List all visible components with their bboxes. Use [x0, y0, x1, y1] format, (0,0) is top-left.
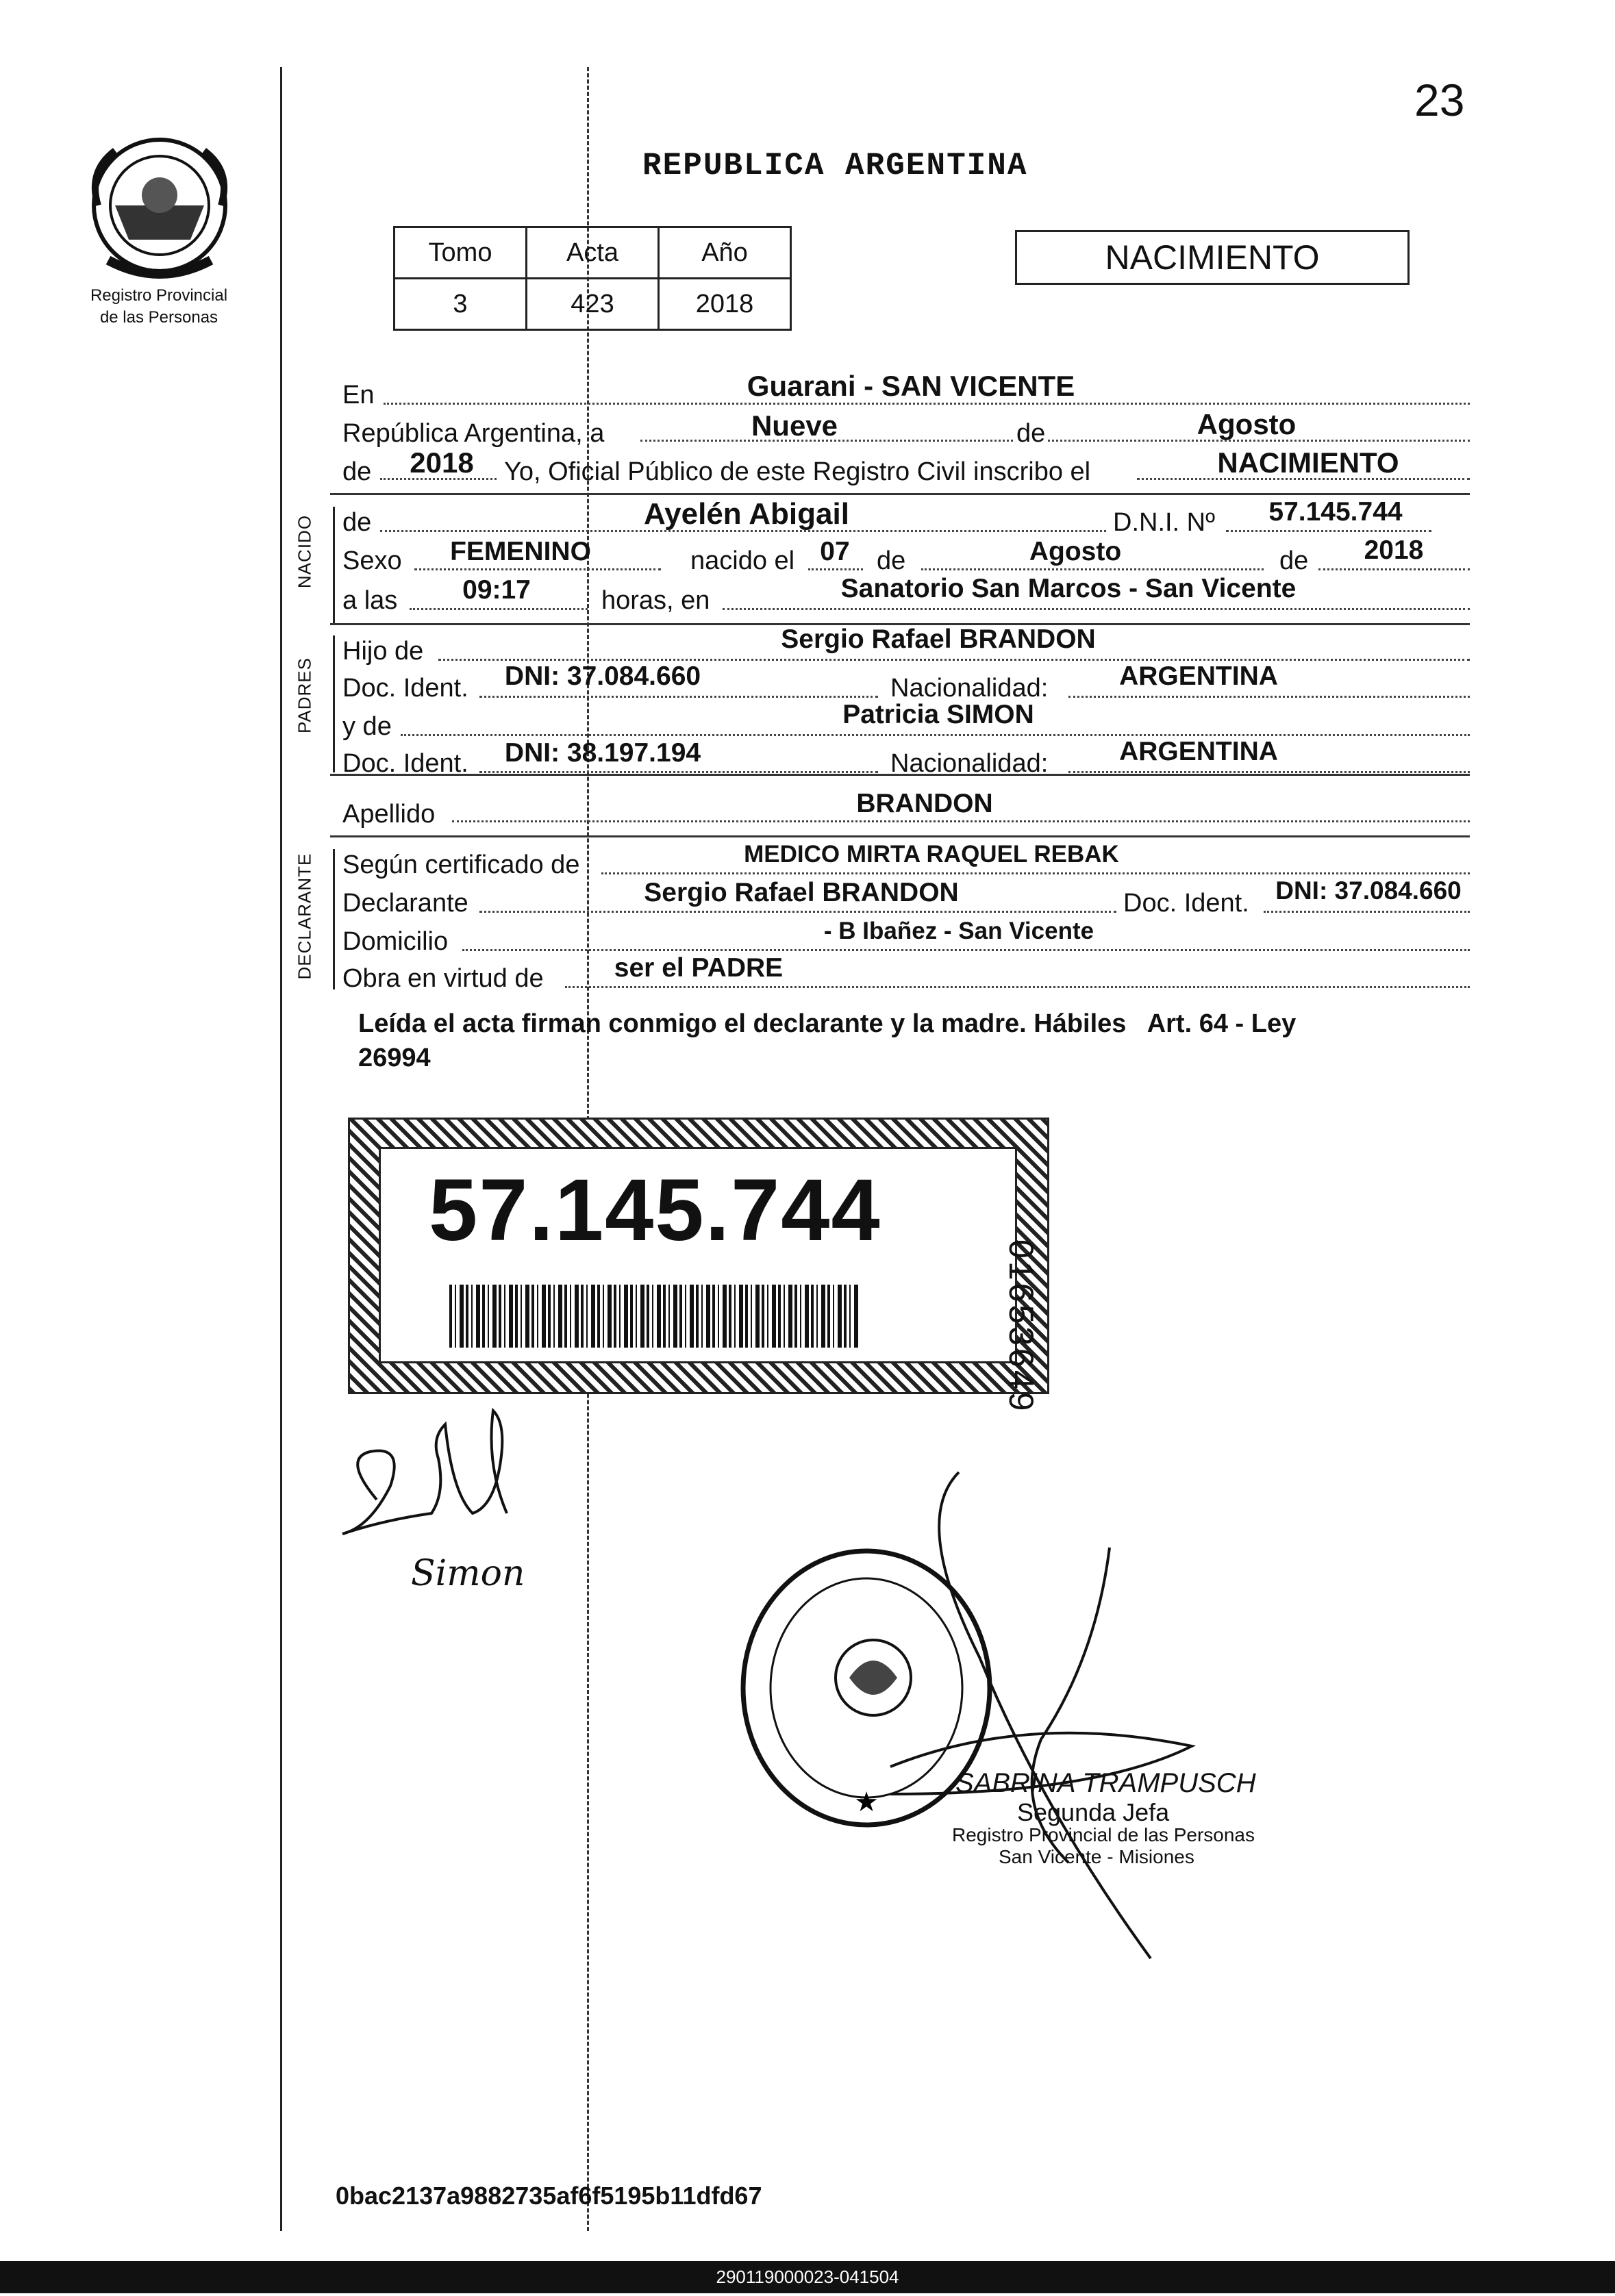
padre-doc: DNI: 37.084.660	[504, 661, 701, 691]
dni-label: D.N.I. Nº	[1113, 508, 1215, 537]
hijo-de-label: Hijo de	[342, 637, 424, 666]
a-las-label: a las	[342, 586, 398, 615]
padre-doc-label: Doc. Ident.	[342, 674, 468, 703]
de-label-1: de	[1014, 419, 1048, 449]
id-sticker	[348, 1118, 1049, 1394]
declarante-value: Sergio Rafael BRANDON	[644, 878, 959, 907]
separator-4	[330, 835, 1470, 837]
declarante-label: Declarante	[342, 889, 468, 918]
anio-value: 2018	[410, 446, 474, 479]
nacido-dia: 07	[820, 537, 850, 566]
page-number: 23	[1414, 75, 1465, 125]
official-signature	[753, 1452, 1233, 1972]
sticker-barcode	[449, 1285, 860, 1348]
yo-text: Yo, Oficial Público de este Registro Civil inscribo el	[504, 457, 1091, 486]
madre-nombre: Patricia SIMON	[842, 700, 1034, 729]
segun-label: Según certificado de	[342, 850, 580, 879]
apellido-label: Apellido	[342, 800, 436, 829]
closing-line-1: Leída el acta firman conmigo el declarante y la madre. Hábiles Art. 64 - Ley	[358, 1009, 1297, 1038]
table-header-anio: Año	[659, 227, 791, 279]
segun-value: MEDICO MIRTA RAQUEL REBAK	[744, 841, 1119, 868]
declarante-doc: DNI: 37.084.660	[1275, 876, 1462, 905]
horas-en-label: horas, en	[601, 586, 710, 615]
registry-line-2: de las Personas	[99, 308, 218, 327]
madre-doc-label: Doc. Ident.	[342, 749, 468, 778]
nacido-section-label: NACIDO	[294, 514, 315, 589]
domicilio-value: - B Ibañez - San Vicente	[823, 918, 1094, 944]
nacido-anio: 2018	[1364, 535, 1424, 565]
footer-code: 290119000023-041504	[716, 2267, 899, 2287]
record-type-box	[1015, 230, 1410, 285]
dia-value: Nueve	[751, 409, 838, 442]
nacido-de-label-3: de	[1279, 546, 1309, 575]
left-margin-line	[280, 67, 282, 2231]
official-org: Registro Provincial de las Personas	[952, 1824, 1255, 1845]
province-logo	[88, 130, 231, 281]
registry-line-1: Registro Provincial	[90, 286, 228, 305]
inscribo-value: NACIMIENTO	[1217, 446, 1399, 479]
nacido-lugar: Sanatorio San Marcos - San Vicente	[840, 574, 1297, 603]
obra-label: Obra en virtud de	[342, 964, 544, 993]
table-value-anio: 2018	[659, 279, 791, 330]
apellido-value: BRANDON	[856, 789, 993, 818]
sticker-inner	[379, 1147, 1017, 1363]
obra-value: ser el PADRE	[614, 953, 784, 983]
official-role: Segunda Jefa	[1017, 1798, 1170, 1826]
sticker-serial: 01653649	[1002, 1239, 1040, 1414]
y-de-label: y de	[342, 712, 392, 741]
padres-section-label: PADRES	[294, 657, 315, 733]
country-title: REPUBLICA ARGENTINA	[642, 148, 1028, 184]
closing-line-2: 26994	[358, 1044, 431, 1072]
footer-bar	[0, 2261, 1615, 2293]
svg-text:★: ★	[854, 1787, 879, 1817]
document-hash: 0bac2137a9882735af6f5195b11dfd67	[336, 2182, 762, 2210]
table-header-acta: Acta	[527, 227, 659, 279]
nacido-hora: 09:17	[462, 575, 531, 605]
declarante-doc-label: Doc. Ident.	[1123, 889, 1249, 918]
en-value: Guarani - SAN VICENTE	[747, 370, 1075, 402]
republica-label: República Argentina, a	[342, 419, 605, 448]
table-value-acta: 423	[527, 279, 659, 330]
de-label-2: de	[342, 457, 372, 486]
record-type: NACIMIENTO	[1105, 238, 1320, 277]
nacido-mes: Agosto	[1029, 537, 1122, 566]
nacido-sexo: FEMENINO	[450, 537, 591, 566]
separator-3	[330, 774, 1470, 776]
padre-nombre: Sergio Rafael BRANDON	[781, 625, 1096, 654]
nacido-el-label: nacido el	[690, 546, 795, 575]
table-header-tomo: Tomo	[395, 227, 527, 279]
sticker-number: 57.145.744	[429, 1161, 881, 1259]
padre-nac: ARGENTINA	[1119, 661, 1278, 691]
mother-signature-name: Simon	[411, 1553, 525, 1594]
declarante-section-label: DECLARANTE	[294, 853, 315, 980]
separator-1	[330, 493, 1470, 495]
padre-nac-label: Nacionalidad:	[890, 674, 1049, 703]
nacido-dni: 57.145.744	[1268, 497, 1403, 527]
nacido-de-label: de	[342, 508, 372, 537]
record-table	[393, 226, 792, 331]
official-place: San Vicente - Misiones	[999, 1846, 1194, 1867]
nacido-de-label-2: de	[877, 546, 906, 575]
madre-nac: ARGENTINA	[1119, 737, 1278, 766]
sexo-label: Sexo	[342, 546, 402, 575]
madre-doc: DNI: 38.197.194	[504, 738, 701, 768]
official-name: SABRINA TRAMPUSCH	[955, 1768, 1256, 1798]
madre-nac-label: Nacionalidad:	[890, 749, 1049, 778]
nacido-nombre: Ayelén Abigail	[644, 497, 849, 531]
table-value-tomo: 3	[395, 279, 527, 330]
en-label: En	[342, 381, 375, 409]
domicilio-label: Domicilio	[342, 927, 449, 956]
mes-value: Agosto	[1197, 408, 1297, 440]
